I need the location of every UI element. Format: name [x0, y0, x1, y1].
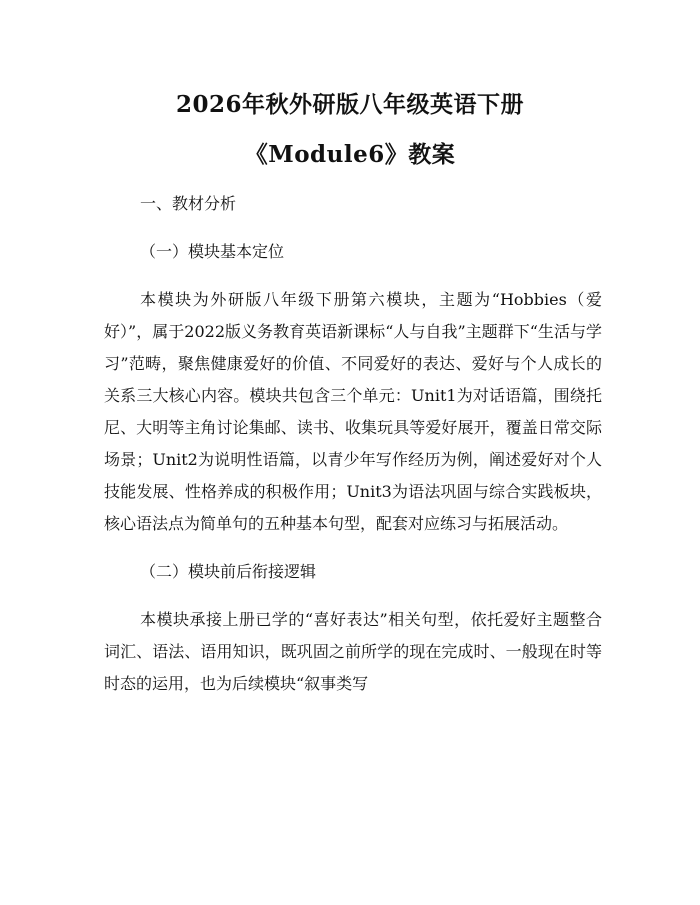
section-heading-textbook-analysis: 一、教材分析 [140, 194, 237, 213]
subsection-heading-module-connection: （二）模块前后衔接逻辑 [140, 562, 317, 581]
document-title-line2: 《Module6》教案 [244, 141, 456, 168]
document-body [104, 188, 602, 716]
paragraph-module-connection: 本模块承接上册已学的“喜好表达”相关句型，依托爱好主题整合词汇、语法、语用知识，既巩固之前所学的现在完成时、一般现在时等时态的运用，也为后续模块“叙事类写 [104, 610, 602, 693]
paragraph-module-positioning: 本模块为外研版八年级下册第六模块，主题为“Hobbies（爱好）”，属于2022版义务教育英语新课标“人与自我”主题群下“生活与学习”范畴，聚焦健康爱好的价值、不同爱好的表达、爱好与个人成长的关系三大核心内容。模块共包含三个单元：Unit1为对话语篇，围绕托尼、大明等主角讨论集邮、读书、收集玩具等爱好展开，覆盖日常交际场景；Unit2为说明性语篇，以青少年写作经历为例，阐述爱好对个人技能发展、性格养成的积极作用；Unit3为语法巩固与综合实践板块，核心语法点为简单句的五种基本句型，配套对应练习与拓展活动。 [104, 290, 602, 533]
document-title-line1: 2026年秋外研版八年级英语下册 [175, 91, 524, 118]
subsection-heading-module-positioning: （一）模块基本定位 [140, 242, 285, 261]
